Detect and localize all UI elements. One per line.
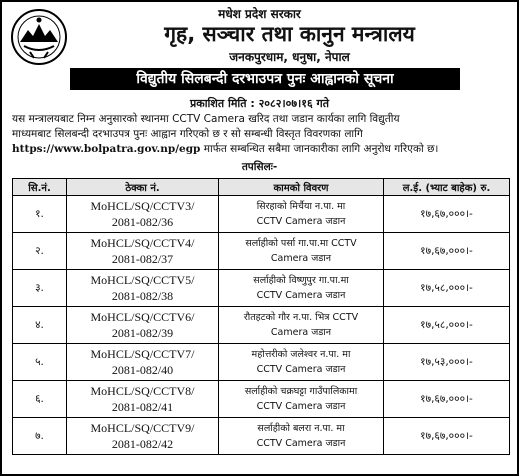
work-line1: सर्लाहीको विष्णुपुर गा.पा.मा xyxy=(253,275,349,286)
contract-no-line2: 2081-082/41 xyxy=(111,400,174,414)
work-line1: सर्लाहीको बलरा न.पा. मा xyxy=(257,423,345,434)
work-line2: CCTV Camera जडान xyxy=(256,216,346,227)
contract-no-line1: MoHCL/SQ/CCTV4/ xyxy=(90,236,195,250)
details-label: तपसिलः- xyxy=(241,161,278,173)
table-row xyxy=(13,381,510,418)
cell-contract-no xyxy=(67,381,219,418)
cell-sn: ७. xyxy=(13,418,67,455)
published-date: प्रकाशित मिति : २०८२।०७।१६ गते xyxy=(190,97,329,110)
work-line1: सर्लाहीको पर्सा गा.पा.मा CCTV xyxy=(245,238,357,249)
body-line-3 xyxy=(12,142,507,157)
cell-contract-no xyxy=(67,233,219,270)
body-line-3-tail: मार्फत सम्बन्धित सबैमा जानकारीका लागि अनुरोध गरिएको छ। xyxy=(200,143,439,155)
contract-no-line1: MoHCL/SQ/CCTV6/ xyxy=(90,310,195,324)
cell-cost-estimate: १७,६७,०००।- xyxy=(384,196,510,233)
contract-table xyxy=(12,178,510,455)
contract-no-line1: MoHCL/SQ/CCTV3/ xyxy=(90,199,195,213)
work-line1: सिरहाको मिर्चैया न.पा. मा xyxy=(256,201,346,212)
cell-cost-estimate: १७,५३,०००।- xyxy=(384,344,510,381)
cell-work-description xyxy=(219,381,384,418)
contract-no-line1: MoHCL/SQ/CCTV8/ xyxy=(90,384,195,398)
cell-contract-no xyxy=(67,418,219,455)
ministry-address: जनकपुरधाम, धनुषा, नेपाल xyxy=(229,50,350,64)
work-line1: महोत्तरीको जलेश्वर न.पा. मा xyxy=(251,349,351,360)
cell-work-description xyxy=(219,344,384,381)
cell-sn: १. xyxy=(13,196,67,233)
contract-no-line2: 2081-082/40 xyxy=(111,363,174,377)
notice-title-banner: विद्युतीय सिलबन्दी दरभाउपत्र पुनः आह्वानको सूचना xyxy=(70,68,460,90)
contract-no-line2: 2081-082/42 xyxy=(111,437,174,451)
contract-no-line2: 2081-082/36 xyxy=(111,215,174,229)
notice-body xyxy=(12,112,507,157)
cell-sn: २. xyxy=(13,233,67,270)
table-row xyxy=(13,307,510,344)
work-line2: CCTV Camera जडान xyxy=(256,401,346,412)
work-line2: CCTV Camera जडान xyxy=(256,290,346,301)
ministry-name: गृह, सञ्चार तथा कानुन मन्त्रालय xyxy=(164,22,415,46)
contract-no-line1: MoHCL/SQ/CCTV5/ xyxy=(90,273,195,287)
cell-contract-no xyxy=(67,307,219,344)
body-line-1: यस मन्त्रालयबाट निम्न अनुसारको स्थानमा CCTV Camera खरिद तथा जडान कार्यका लागि विद्युतीय xyxy=(12,113,400,125)
contract-no-line1: MoHCL/SQ/CCTV9/ xyxy=(90,421,195,435)
col-header-sn: सि.नं. xyxy=(13,179,67,196)
work-line2: CCTV Camera जडान xyxy=(256,364,346,375)
cell-contract-no xyxy=(67,196,219,233)
contract-no-line1: MoHCL/SQ/CCTV7/ xyxy=(90,347,195,361)
cell-contract-no xyxy=(67,270,219,307)
table-row xyxy=(13,196,510,233)
table-header-row xyxy=(13,179,510,196)
contract-no-line2: 2081-082/38 xyxy=(111,289,174,303)
cell-work-description xyxy=(219,307,384,344)
work-line1: रौतहटको गौर न.पा. भित्र CCTV xyxy=(243,312,359,323)
work-line2: Camera जडान xyxy=(270,327,332,338)
cell-sn: ५. xyxy=(13,344,67,381)
table-row xyxy=(13,344,510,381)
cell-cost-estimate: १७,६७,०००।- xyxy=(384,233,510,270)
table-row xyxy=(13,270,510,307)
col-header-cost-estimate: ल.ई. (भ्याट बाहेक) रु. xyxy=(384,179,510,196)
body-line-2: माध्यमबाट सिलबन्दी दरभाउपत्र पुनः आह्वान गरिएको छ र सो सम्बन्धी विस्तृत विवरणका लागि xyxy=(12,128,363,140)
cell-cost-estimate: १७,५८,०००।- xyxy=(384,270,510,307)
cell-contract-no xyxy=(67,344,219,381)
cell-cost-estimate: १७,६७,०००।- xyxy=(384,381,510,418)
table-row xyxy=(13,418,510,455)
col-header-work-description: कामको विवरण xyxy=(219,179,384,196)
cell-work-description xyxy=(219,233,384,270)
contract-no-line2: 2081-082/39 xyxy=(111,326,174,340)
contract-no-line2: 2081-082/37 xyxy=(111,252,174,266)
work-line1: सर्लाहीको चक्रघट्टा गाउँपालिकामा xyxy=(244,386,358,397)
cell-cost-estimate: १७,६७,०००।- xyxy=(384,418,510,455)
state-government-line: मधेश प्रदेश सरकार xyxy=(218,7,301,21)
cell-sn: ४. xyxy=(13,307,67,344)
cell-cost-estimate: १७,५८,०००।- xyxy=(384,307,510,344)
cell-work-description xyxy=(219,270,384,307)
cell-sn: ३. xyxy=(13,270,67,307)
col-header-contract-no: ठेक्का नं. xyxy=(67,179,219,196)
cell-work-description xyxy=(219,418,384,455)
work-line2: Camera जडान xyxy=(270,253,332,264)
cell-work-description xyxy=(219,196,384,233)
table-row xyxy=(13,233,510,270)
bolpatra-link[interactable]: https://www.bolpatra.gov.np/egp xyxy=(12,143,201,155)
cell-sn: ६. xyxy=(13,381,67,418)
work-line2: CCTV Camera जडान xyxy=(256,438,346,449)
